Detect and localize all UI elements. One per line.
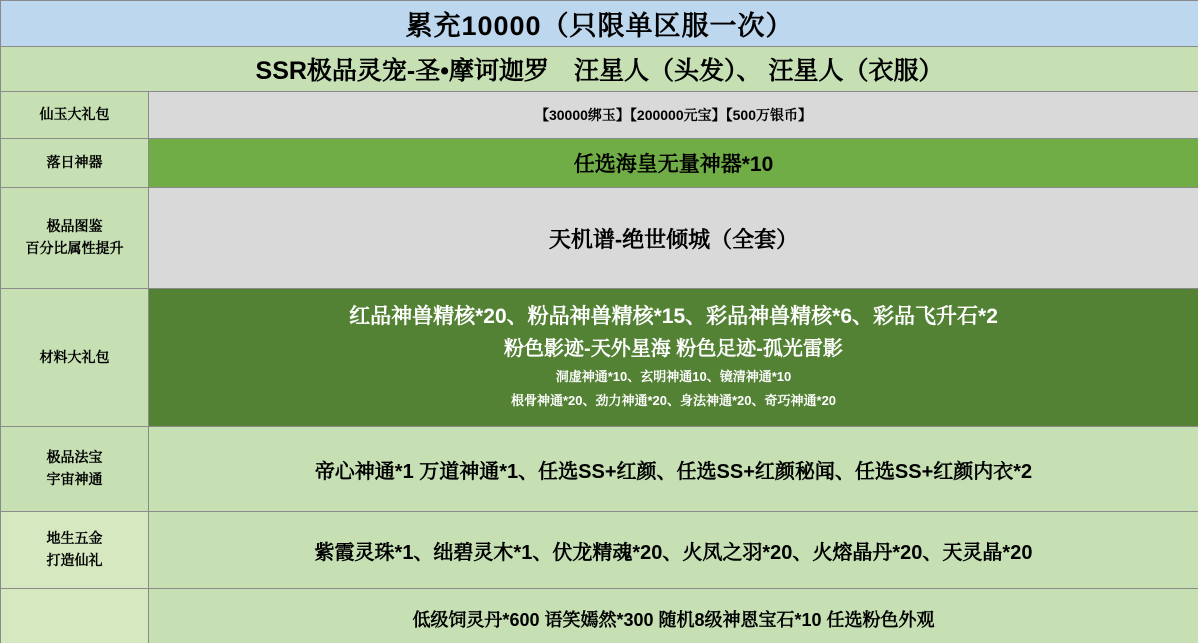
row-label-text-line2: 宇宙神通 xyxy=(46,471,103,487)
table-row xyxy=(1,188,1198,289)
row-content-jade-pack: 【30000绑玉】【200000元宝】【500万银币】 xyxy=(149,92,1198,139)
table-row xyxy=(1,589,1198,643)
material-line-1: 红品神兽精核*20、粉品神兽精核*15、彩品神兽精核*6、彩品飞升石*2 xyxy=(349,305,998,329)
row-label-extra xyxy=(1,589,149,643)
page-title: 累充10000（只限单区服一次） xyxy=(1,1,1198,47)
row-label-text: 仙玉大礼包 xyxy=(39,106,110,123)
row-label-text-line2: 百分比属性提升 xyxy=(25,240,124,256)
row-label-text-line1: 地生五金 xyxy=(46,530,103,547)
row-label-text-line2: 打造仙礼 xyxy=(46,552,103,568)
row-label-text: 落日神器 xyxy=(46,154,103,171)
table-row xyxy=(1,92,1198,139)
table-row xyxy=(1,289,1198,427)
table-title-row xyxy=(1,1,1198,47)
row-content-treasure: 帝心神通*1 万道神通*1、任选SS+红颜、任选SS+红颜秘闻、任选SS+红颜内衣*2 xyxy=(149,427,1198,512)
row-content-atlas: 天机谱-绝世倾城（全套） xyxy=(149,188,1198,289)
row-label-material-pack xyxy=(1,289,149,427)
row-content-extra: 低级饲灵丹*600 语笑嫣然*300 随机8级神恩宝石*10 任选粉色外观 xyxy=(149,589,1198,643)
material-line-2: 粉色影迹-天外星海 粉色足迹-孤光雷影 xyxy=(504,337,843,360)
row-label-jade-pack xyxy=(1,92,149,139)
table-subtitle-row xyxy=(1,47,1198,92)
page-subtitle: SSR极品灵宠-圣•摩诃迦罗 汪星人（头发）、 汪星人（衣服） xyxy=(1,47,1198,92)
row-label-text: 材料大礼包 xyxy=(39,348,110,365)
row-label-sunset-artifact xyxy=(1,139,149,188)
table-row xyxy=(1,512,1198,589)
table-row xyxy=(1,427,1198,512)
material-line-3: 洞虚神通*10、玄明神通10、镜清神通*10 xyxy=(555,368,792,384)
row-label-atlas xyxy=(1,188,149,289)
row-label-text-line1: 极品图鉴 xyxy=(46,218,103,235)
row-content-five-metals: 紫霞灵珠*1、绌碧灵木*1、伏龙精魂*20、火凤之羽*20、火熔晶丹*20、天灵晶*20 xyxy=(149,512,1198,589)
row-label-treasure xyxy=(1,427,149,512)
row-label-five-metals xyxy=(1,512,149,589)
row-content-material-pack xyxy=(149,289,1198,427)
row-content-sunset-artifact: 任选海皇无量神器*10 xyxy=(149,139,1198,188)
table-row xyxy=(1,139,1198,188)
material-line-4: 根骨神通*20、劲力神通*20、身法神通*20、奇巧神通*20 xyxy=(510,393,837,409)
row-label-text-line1: 极品法宝 xyxy=(46,449,103,466)
